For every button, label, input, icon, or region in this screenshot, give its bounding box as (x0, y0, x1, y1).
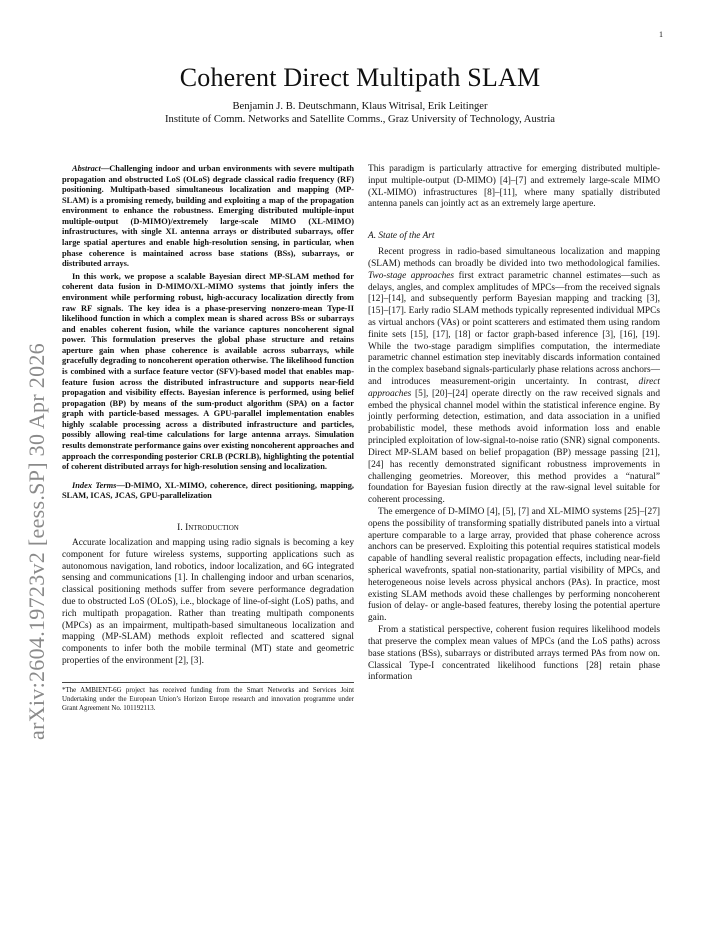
state-of-art-paragraph-1 (368, 247, 660, 507)
paper-header (60, 62, 660, 125)
subsection-heading-state-of-the-art: A. State of the Art (368, 231, 435, 242)
index-terms-text: —D-MIMO, XL-MIMO, coherence, direct positioning, mapping, SLAM, ICAS, JCAS, GPU-parallelization (62, 480, 354, 501)
author-list: Benjamin J. B. Deutschmann, Klaus Witrisal, Erik Leitinger (232, 101, 488, 113)
abstract-paragraph-1 (62, 164, 354, 270)
sota-text-b: first extract parametric channel estimates—such as delays, angles, and complex amplitudes of MPCs—from the received signals [12]–[14], and subsequently perform Bayesian mapping and tracking [3], [15]–[17]. Early radio SLAM methods typically represented individual MPCs as virtual anchors (VAs) or point scatterers and estimated them using random finite sets [15], [17], [18] or factor graph-based inference [3], [16], [19]. While the two-stage paradigm simplifies computation, the intermediate parametric channel estimation step inevitably discards information contained in the complex baseband signals-particularly phase relations across anchors—and introduces measurement-origin uncertainty. In contrast, (368, 270, 660, 387)
index-terms-label: Index Terms (72, 480, 117, 490)
sota-text-a: Recent progress in radio-based simultaneous localization and mapping (SLAM) methods can broadly be divided into two methodological families. (368, 247, 660, 269)
section-heading-introduction: I. Introduction (177, 522, 239, 533)
footnote: *The AMBIENT-6G project has received funding from the Smart Networks and Services Joint Undertaking under the European Union’s Horizon Europe research and innovation programme under Grant Agreement No. 101192113. (62, 682, 354, 714)
paper-title: Coherent Direct Multipath SLAM (179, 63, 541, 92)
introduction-body (62, 538, 354, 668)
abstract-label: Abstract (72, 164, 101, 173)
right-column (368, 164, 660, 684)
sota-text-c: [5], [20]–[24] operate directly on the raw received signals and embed the physical channel model within the statistical inference engine. By jointly performing detection, estimation, and data association in a unified probabilistic model, these methods avoid information loss and enable principled exploitation of low-signal-to-noise ratio (SNR) signal components. Direct MP-SLAM based on belief propagation (BP) message passing [21], [24] has recently demonstrated significant robustness improvements in challenging geometries. Moreover, this method provides a “natural” foundation for Bayesian fusion directly at the raw-signal level suitable for coherent processing. (368, 388, 660, 506)
left-column (62, 164, 354, 714)
right-paragraph-continued: This paradigm is particularly attractive for emerging distributed multiple-input multiple-output (D-MIMO) [4]–[7] and extremely large-scale MIMO (XL-MIMO) infrastructures [8]–[11], where many spatially distributed antenna panels can jointly act as an extremely large aperture. (368, 164, 660, 210)
abstract-paragraph-2: In this work, we propose a scalable Bayesian direct MP-SLAM method for coherent data fusion in D-MIMO/XL-MIMO systems that jointly infers the environment while performing robust, high-accuracy localization directly from raw RF signals. The key idea is a phase-preserving nonzero-mean Type-II likelihood function in which a complex mean is shared across BSs or subarrays and enables coherent fusion, while the variance captures noncoherent signal power. This formulation preserves the global phase structure and retains aperture gain when phase coherence is available across subarrays, while gracefully degrading to noncoherent operation otherwise. The likelihood function is combined with a surface feature vector (SFV)-based model that enables map-feature fusion across the distributed infrastructure and supports near-field propagation and visibility effects. Bayesian inference is performed, using belief propagation (BP) by means of the sum-product algorithm (SPA) on a factor graph with particle-based messages. A GPU-parallel implementation enables highly scalable processing across a distributed infrastructure and particles, possibly allowing real-time calculations for large antenna arrays. Simulation results demonstrate performance gains over existing noncoherent approaches and approach the corresponding posterior CRLB (PCRLB), highlighting the potential of coherent distributed arrays for high-resolution sensing and localization. (62, 271, 354, 472)
term-direct: direct approaches (368, 377, 660, 399)
index-terms (62, 481, 354, 502)
abstract-text-1: —Challenging indoor and urban environments with severe multipath propagation and obstructed LoS (OLoS) degrade classical radio frequency (RF) positioning. Multipath-based simultaneous localization and mapping (MP-SLAM) is a promising remedy, building and exploiting a map of the propagation environment to enhance the robustness. Emerging distributed multiple-input multiple-output (D-MIMO)/extremely large-scale MIMO (XL-MIMO) infrastructures, with single XL antenna arrays or distributed subarrays, offer large spatial apertures and enable high-resolution sensing, in particular, when phase coherence is maintained across base stations (BSs), subarrays, or distributed arrays. (62, 164, 354, 269)
introduction-paragraph-1: Accurate localization and mapping using radio signals is becoming a key component for future wireless systems, supporting applications such as autonomous navigation, land robotics, indoor localization, and 6G integrated sensing and communications [1]. In challenging indoor and urban scenarios, classical positioning methods suffer from severe performance degradation due to obstructed LoS (OLoS), i.e., blockage of line-of-sight (LoS) paths, and rich multipath propagation. Rather than treating multipath components (MPCs) as an impairment, multipath-based simultaneous localization and mapping (MP-SLAM) methods exploit reflected and scattered signal components to infer both the mobile terminal (MT) state and geometric properties of the environment [2], [3]. (62, 537, 354, 667)
arxiv-stamp: arXiv:2604.19723v2 [eess.SP] 30 Apr 2026 (24, 343, 49, 740)
affiliation: Institute of Comm. Networks and Satellite Comms., Graz University of Technology, Austria (165, 114, 555, 126)
state-of-art-paragraph-2: The emergence of D-MIMO [4], [5], [7] and XL-MIMO systems [25]–[27] opens the possibility of transforming spatially distributed panels into a virtual aperture comparable to a large array, provided that phase coherence across anchors can be preserved. Exploiting this potential requires statistical models capable of handling several realistic propagation effects, including near-field spherical wavefronts, spatial non-stationarity, partial visibility of MPCs, and heterogeneous noise levels across physical anchors (PAs). In practice, most existing SLAM methods avoid these challenges by performing noncoherent fusion of delay- or angle-based features, thereby losing the potential aperture gain. (368, 506, 660, 624)
page-number: 1 (659, 30, 663, 39)
term-two-stage: Two-stage approaches (368, 270, 455, 281)
abstract (62, 164, 354, 473)
state-of-art-paragraph-3: From a statistical perspective, coherent fusion requires likelihood models that preserve the complex mean values of MPCs (and the LoS paths) across base stations (BSs), subarrays or distributed arrays termed PAs from now on. Classical Type-I concentrated likelihood functions [28] retain phase information (368, 625, 660, 683)
